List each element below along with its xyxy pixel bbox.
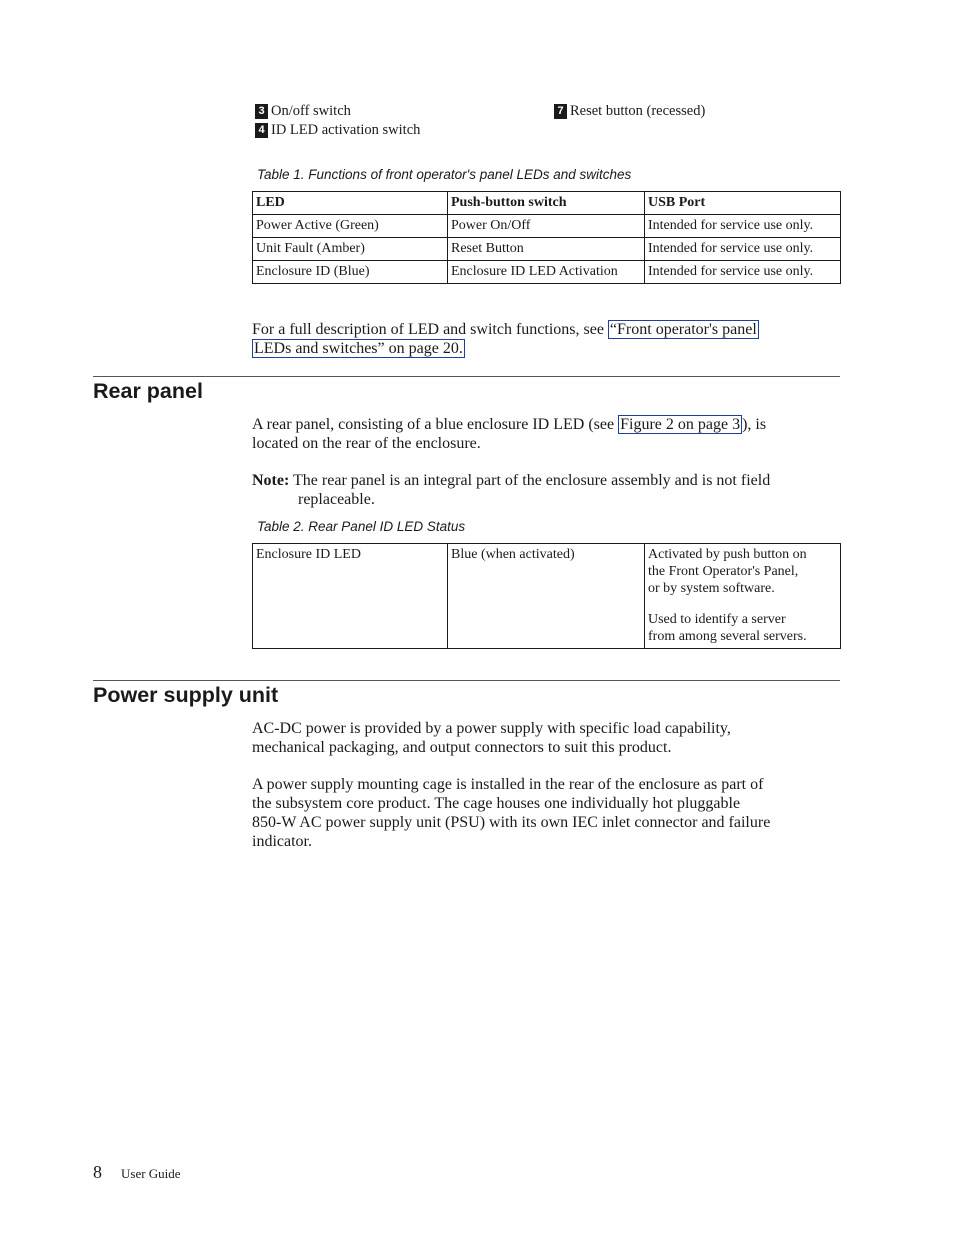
cell-paragraph [648, 546, 836, 597]
document-title: User Guide [121, 1166, 181, 1181]
callout-number: 4 [255, 123, 268, 138]
cell-text: the Front Operator's Panel, [648, 564, 799, 579]
power-supply-heading: Power supply unit [93, 683, 279, 707]
cell-text: or by system software. [648, 581, 775, 596]
table1-caption: Table 1. Functions of front operator's panel LEDs and switches [257, 167, 632, 182]
paragraph-text: AC-DC power is provided by a power supply with specific load capability, [252, 720, 731, 737]
table-row [253, 261, 841, 284]
paragraph-text: mechanical packaging, and output connectors to suit this product. [252, 739, 672, 756]
cell-paragraph [648, 611, 836, 645]
callout-item [255, 102, 351, 120]
cell-text: Used to identify a server [648, 612, 786, 627]
callout-label: ID LED activation switch [271, 122, 421, 138]
full-description-paragraph [252, 320, 842, 358]
table-cell: Enclosure ID LED Activation [448, 261, 645, 284]
callout-number: 3 [255, 104, 268, 119]
table-header-cell: Push-button switch [448, 192, 645, 215]
paragraph-text: For a full description of LED and switch functions, see [252, 321, 608, 338]
table-cell: Blue (when activated) [448, 544, 645, 649]
table-cell [645, 544, 841, 649]
table-cell: Unit Fault (Amber) [253, 238, 448, 261]
note-text: The rear panel is an integral part of the enclosure assembly and is not field [293, 472, 771, 489]
page-number: 8 [93, 1162, 102, 1182]
table-cell: Power Active (Green) [253, 215, 448, 238]
front-panel-leds-link-continued[interactable]: LEDs and switches” on page 20. [254, 340, 463, 357]
paragraph-text: the subsystem core product. The cage houses one individually hot pluggable [252, 795, 741, 812]
note-text: replaceable. [298, 491, 375, 508]
table-row [253, 238, 841, 261]
table-row [253, 544, 841, 649]
table-cell: Power On/Off [448, 215, 645, 238]
paragraph-text: located on the rear of the enclosure. [252, 435, 481, 452]
paragraph-text: 850-W AC power supply unit (PSU) with its own IEC inlet connector and failure [252, 814, 771, 831]
section-divider [93, 376, 840, 377]
table-header-cell: LED [253, 192, 448, 215]
callout-label: On/off switch [271, 103, 351, 119]
table-cell: Enclosure ID (Blue) [253, 261, 448, 284]
table-row [253, 215, 841, 238]
table-header-cell: USB Port [645, 192, 841, 215]
front-panel-leds-link[interactable]: “Front operator's panel [609, 321, 757, 338]
callout-item [255, 121, 420, 139]
callout-item [554, 102, 705, 120]
table-cell: Intended for service use only. [645, 238, 841, 261]
paragraph-text: ), is [742, 416, 767, 433]
paragraph-text: indicator. [252, 833, 312, 850]
power-supply-paragraph-2 [252, 775, 842, 851]
callout-number: 7 [554, 104, 567, 119]
table2 [252, 543, 841, 649]
figure-2-link[interactable]: Figure 2 on page 3 [620, 416, 741, 433]
cell-text: from among several servers. [648, 629, 807, 644]
table2-caption: Table 2. Rear Panel ID LED Status [257, 519, 466, 534]
note-paragraph [252, 471, 842, 509]
cell-text: Activated by push button on [648, 547, 807, 562]
rear-panel-heading: Rear panel [93, 379, 203, 403]
table-cell: Enclosure ID LED [253, 544, 448, 649]
callout-label: Reset button (recessed) [570, 103, 706, 119]
section-divider [93, 680, 840, 681]
table-header-row [253, 192, 841, 215]
power-supply-paragraph-1 [252, 719, 842, 757]
table1 [252, 191, 841, 284]
table-cell: Reset Button [448, 238, 645, 261]
table-cell: Intended for service use only. [645, 261, 841, 284]
table-cell: Intended for service use only. [645, 215, 841, 238]
paragraph-text: A power supply mounting cage is installed in the rear of the enclosure as part of [252, 776, 764, 793]
paragraph-text: A rear panel, consisting of a blue enclosure ID LED (see [252, 416, 619, 433]
note-label: Note: [252, 472, 290, 489]
rear-panel-paragraph [252, 415, 842, 453]
